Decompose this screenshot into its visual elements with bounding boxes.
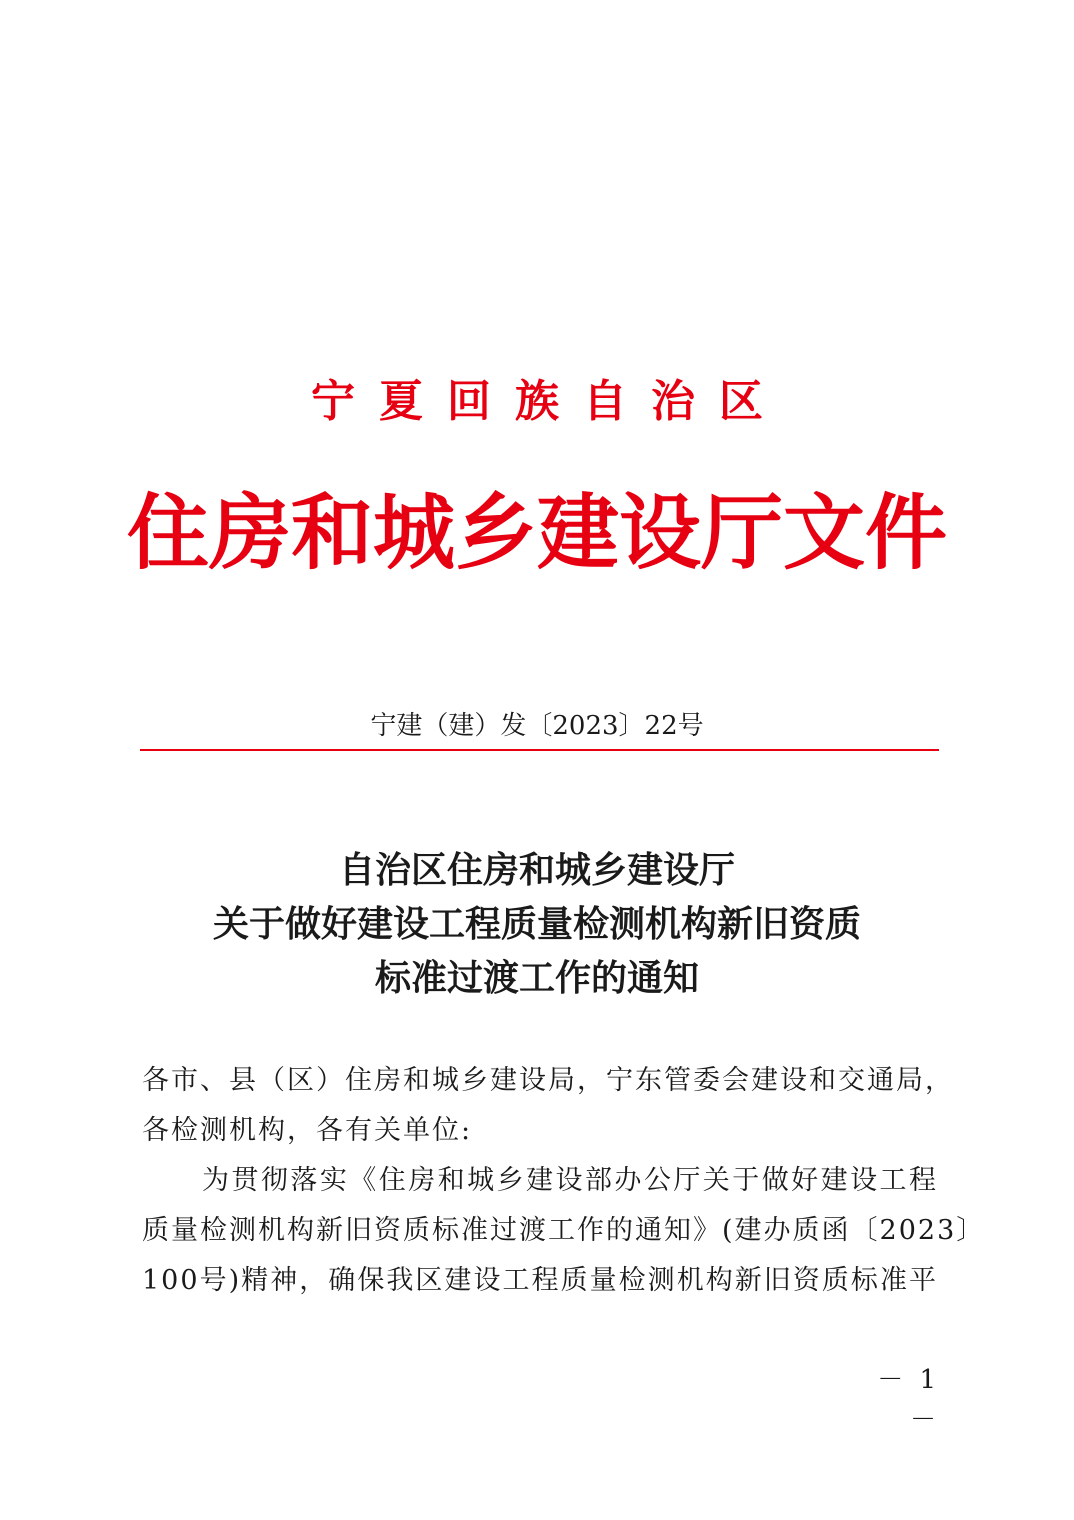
department-title: 住房和城乡建设厅文件 — [126, 485, 947, 581]
page-number: － 1 － — [877, 1365, 940, 1435]
body-line: 质量检测机构新旧资质标准过渡工作的通知》(建办质函〔2023〕 — [142, 1215, 986, 1246]
body-line: 100号)精神，确保我区建设工程质量检测机构新旧资质标准平 — [142, 1265, 938, 1296]
notice-title-line: 标准过渡工作的通知 — [374, 957, 699, 999]
notice-title — [0, 843, 1074, 1005]
body-text — [142, 1056, 986, 1306]
red-divider — [140, 749, 939, 751]
body-line: 各市、县（区）住房和城乡建设局，宁东管委会建设和交通局， — [142, 1065, 954, 1096]
body-line: 各检测机构，各有关单位: — [142, 1115, 473, 1146]
body-line: 为贯彻落实《住房和城乡建设部办公厅关于做好建设工程 — [202, 1165, 938, 1196]
notice-title-line: 自治区住房和城乡建设厅 — [338, 849, 735, 891]
document-number: 宁建（建）发〔2023〕22号 — [370, 711, 704, 741]
region-title: 宁夏回族自治区 — [311, 376, 787, 427]
notice-title-line: 关于做好建设工程质量检测机构新旧资质 — [212, 903, 861, 945]
